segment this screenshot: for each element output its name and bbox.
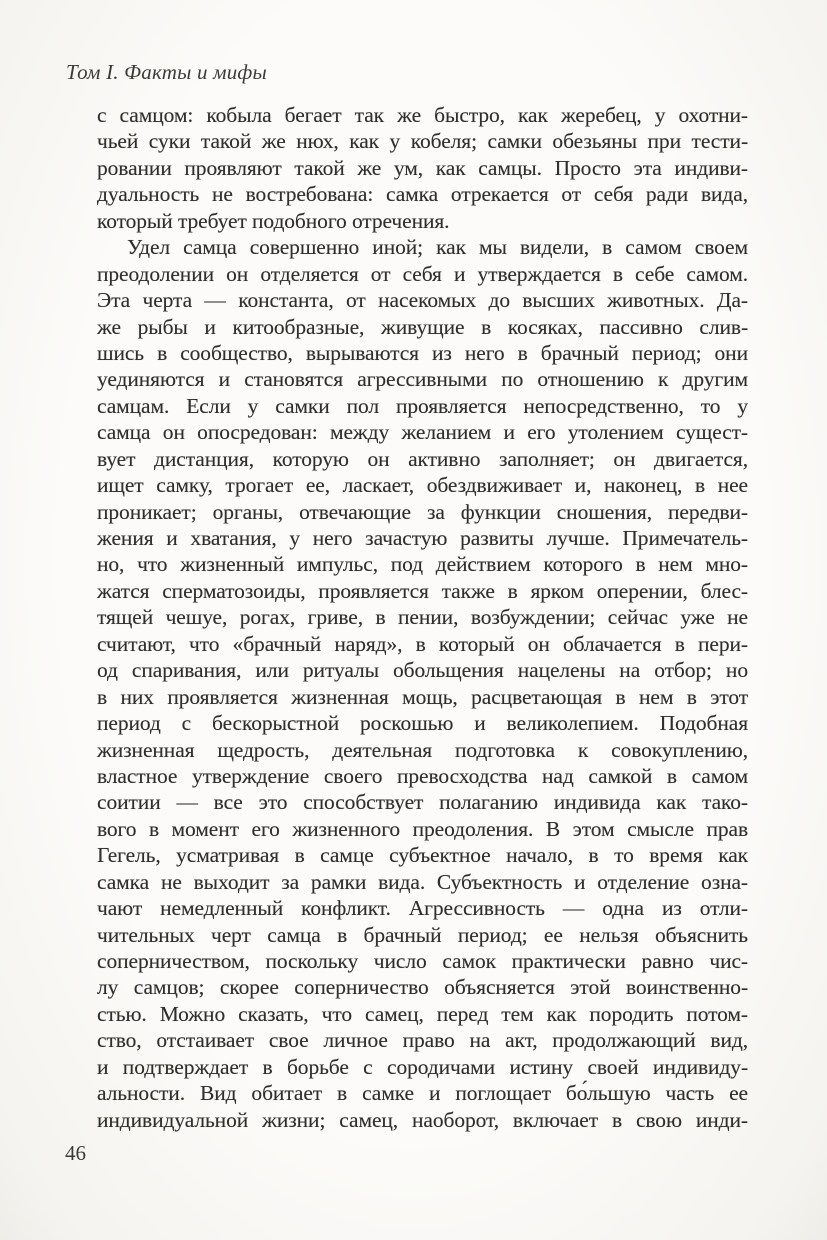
text-line: и подтверждает в борьбе с сородичами истину своей индивиду- bbox=[97, 1054, 748, 1079]
paragraph bbox=[97, 102, 748, 234]
text-line: тящей чешуе, рогах, гриве, в пении, возбуждении; сейчас уже не bbox=[97, 605, 748, 630]
text-line: чьей суки такой же нюх, как у кобеля; самки обезьяны при тести- bbox=[97, 129, 748, 154]
text-line: соперничеством, поскольку число самок практически равно чис- bbox=[97, 949, 748, 973]
text-line: считают, что «брачный наряд», в который он облачается в пери- bbox=[97, 631, 748, 656]
text-line: самка не выходит за рамки вида. Субъектность и отделение озна- bbox=[97, 869, 748, 894]
text-line: чительных черт самца в брачный период; ее нельзя объяснить bbox=[97, 922, 748, 947]
text-line: вого в момент его жизненного преодоления. В этом смысле прав bbox=[97, 816, 748, 841]
text-line: ищет самку, трогает ее, ласкает, обездвиживает и, наконец, в нее bbox=[97, 473, 748, 498]
text-line: ство, отстаивает свое личное право на акт, продолжающий вид, bbox=[97, 1028, 748, 1053]
text-line: преодолении он отделяется от себя и утверждается в себе самом. bbox=[97, 261, 748, 286]
text-line: проникает; органы, отвечающие за функции сношения, передви- bbox=[97, 499, 748, 524]
text-line: период с бескорыстной роскошью и великолепием. Подобная bbox=[97, 711, 748, 736]
body-text-block bbox=[97, 102, 748, 1133]
text-line: с самцом: кобыла бегает так же быстро, как жеребец, у охотни- bbox=[97, 103, 748, 127]
text-line: жатся сперматозоиды, проявляется также в ярком оперении, блес- bbox=[97, 578, 748, 603]
text-line: который требует подобного отречения. bbox=[97, 208, 450, 233]
page-number: 46 bbox=[65, 1141, 86, 1165]
text-line: Гегель, усматривая в самце субъектное начало, в то время как bbox=[97, 843, 748, 868]
text-line: Удел самца совершенно иной; как мы видели, в самом своем bbox=[127, 235, 748, 260]
text-line: самца он опосредован: между желанием и его утолением сущест- bbox=[97, 420, 748, 445]
text-line: лу самцов; скорее соперничество объясняется этой воинственно- bbox=[97, 975, 748, 1000]
running-header: Том I. Факты и мифы bbox=[66, 60, 267, 84]
text-line: чают немедленный конфликт. Агрессивность — одна из отли- bbox=[97, 896, 748, 921]
paragraph bbox=[97, 234, 748, 1133]
text-line: жения и хватания, у него зачастую развиты лучше. Примечатель- bbox=[97, 526, 748, 550]
text-line: индивидуальной жизни; самец, наоборот, включает в свою инди- bbox=[97, 1107, 748, 1132]
text-line: стью. Можно сказать, что самец, перед тем как породить потом- bbox=[97, 1001, 748, 1026]
text-line: уединяются и становятся агрессивными по отношению к другим bbox=[97, 367, 748, 392]
text-line: дуальность не востребована: самка отрекается от себя ради вида, bbox=[97, 182, 748, 207]
text-line: соитии — все это способствует полаганию индивида как тако- bbox=[97, 790, 748, 815]
text-line: вует дистанция, которую он активно заполняет; он двигается, bbox=[97, 446, 748, 471]
text-line: в них проявляется жизненная мощь, расцветающая в нем в этот bbox=[97, 684, 748, 709]
text-line: жизненная щедрость, деятельная подготовка к совокуплению, bbox=[97, 737, 748, 762]
text-line: шись в сообщество, вырываются из него в брачный период; они bbox=[97, 340, 748, 365]
text-line: ровании проявляют такой же ум, как самцы. Просто эта индиви- bbox=[97, 155, 748, 180]
text-line: но, что жизненный импульс, под действием которого в нем мно- bbox=[97, 552, 748, 577]
text-line: самцам. Если у самки пол проявляется непосредственно, то у bbox=[97, 393, 748, 418]
text-line: од спаривания, или ритуалы обольщения нацелены на отбор; но bbox=[97, 658, 748, 683]
text-line: Эта черта — константа, от насекомых до высших животных. Да- bbox=[97, 288, 748, 313]
text-line: властное утверждение своего превосходства над самкой в самом bbox=[97, 763, 748, 788]
text-line: альности. Вид обитает в самке и поглощает бо́льшую часть ее bbox=[97, 1081, 748, 1106]
text-line: же рыбы и китообразные, живущие в косяках, пассивно слив- bbox=[97, 314, 748, 339]
